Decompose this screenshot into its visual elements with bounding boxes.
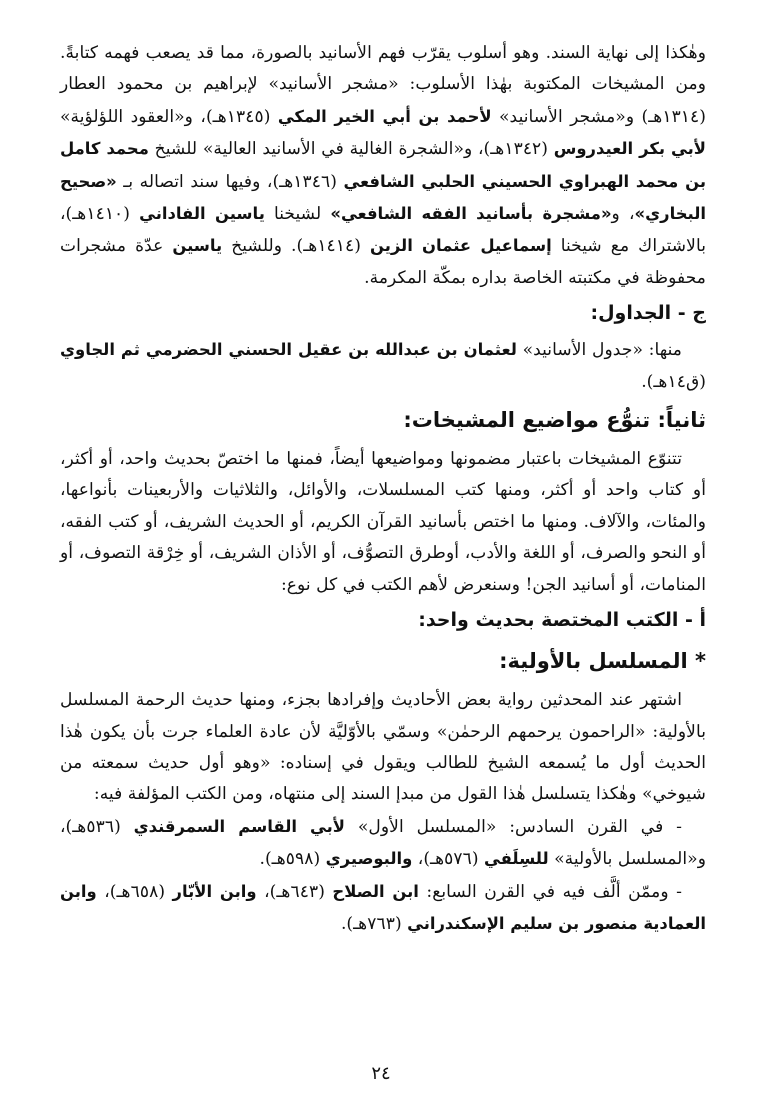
text-span: وهٰكذا إلى نهاية السند. وهو أسلوب يقرّب فهم الأسانيد بالصورة، مما قد يصعب فهمه كتابةً. ومن المشيخات المكتوبة بهٰذا الأسلوب: «مشجر الأسانيد» لإبراهيم بن محمود العطار (١٣١٤هـ) و«مشجر الأسانيد» (60, 43, 706, 127)
bold-name: لأحمد بن أبي الخير المكي (277, 106, 492, 126)
bold-name: وابن الأبّار (172, 881, 257, 901)
text-span: (١٤١٤هـ). وللشيخ (222, 236, 370, 257)
paragraph-topics: تتنوّع المشيخات باعتبار مضمونها ومواضيعها أيضاً، فمنها ما اختصّ بحديث واحد، أو أكثر، أو كتاب واحد أو أكثر، ومنها كتب المسلسلات، والأوائل، والثلاثيات والأربعينات بأنواعها، والمئات، والآلاف. ومنها ما اختص بأسانيد القرآن الكريم، أو الحديث الشريف، أو كتب الفقه، أو النحو والصرف، أو اللغة والأدب، أوطرق التصوُّف، أو الأذان الشريف، أو خِرْقة التصوف، أو المنامات، أو أسانيد الجن! وسنعرض لأهم الكتب في كل نوع: (60, 449, 706, 595)
bold-name: «صحيح البخاري» (60, 171, 707, 224)
text-span: (٧٦٣هـ). (340, 913, 408, 934)
page-body (60, 38, 706, 940)
bold-name: لعثمان بن عبدالله بن عقيل الحسني الحضرمي ثم الجاوي (60, 340, 517, 360)
text-span: (١٣٤٥هـ)، و«العقود اللؤلؤية» (60, 106, 278, 127)
bold-name: إسماعيل عثمان الزين (369, 236, 552, 256)
text-span: (١٣٤٢هـ)، و«الشجرة الغالية في الأسانيد العالية» للشيخ (148, 139, 554, 160)
text-span: عدّة مشجرات محفوظة في مكتبته الخاصة بداره بمكّة المكرمة. (60, 236, 706, 288)
text-span: لشيخنا (264, 204, 331, 225)
text-span: (١٣٤٦هـ)، وفيها سند اتصاله بـ (116, 171, 344, 192)
text-span: ، و (611, 204, 635, 225)
heading-musalsal: * المسلسل بالأولية: (499, 649, 706, 674)
text-span: منها: «جدول الأسانيد» (516, 340, 683, 361)
list-item-sixth-century (60, 811, 706, 876)
text-span: (٥٧٦هـ)، (412, 849, 485, 870)
heading-topics: ثانياً: تنوُّع مواضيع المشيخات: (403, 408, 706, 433)
bold-name: ابن الصلاح (332, 881, 419, 901)
bold-name: وابن العمادية منصور بن سليم الإسكندراني (60, 881, 706, 933)
page-number: ٢٤ (371, 1063, 391, 1084)
bold-name: محمد كامل بن محمد الهبراوي الحسيني الحلبي الشافعي (60, 139, 706, 191)
text-span: (٥٣٦هـ)، و«المسلسل بالأولية» (60, 816, 706, 870)
bold-name: والبوصيري (325, 849, 413, 869)
text-span: - وممّن ألَّف فيه في القرن السابع: (418, 881, 682, 902)
paragraph-tables (60, 334, 706, 398)
text-span: (٥٩٨هـ). (259, 849, 326, 870)
text-span: (١٤١٠هـ)، بالاشتراك مع شيخنا (60, 204, 706, 257)
bold-name: للسِلَفي (484, 849, 549, 869)
paragraph-musalsal: اشتهر عند المحدثين رواية بعض الأحاديث وإفرادها بجزء، ومنها حديث الرحمة المسلسل بالأولية: «الراحمون يرحمهم الرحمٰن» وسمّي بالأوّليَّة لأن عادة العلماء جرت بأن يكون هٰذا الحديث أول ما يُسمعه الشيخ للطالب ويقول في إسناده: «وهو أول حديث سمعته من شيوخي» وهٰكذا يتسلسل هٰذا القول من مبدإ السند إلى منتهاه، ومن الكتب المؤلفة فيه: (60, 690, 706, 805)
paragraph-tree-method (60, 38, 706, 294)
bold-name: ياسين الفاداني (139, 204, 265, 224)
bold-name: لأبي القاسم السمرقندي (133, 816, 345, 836)
text-span: (ق١٤هـ). (641, 371, 706, 392)
bold-name: لأبي بكر العيدروس (553, 139, 706, 159)
text-span: - في القرن السادس: «المسلسل الأول» (345, 816, 682, 837)
heading-tables: ج - الجداول: (590, 302, 706, 325)
text-span: (٦٤٣هـ)، (256, 881, 333, 902)
list-item-seventh-century (60, 876, 706, 941)
text-span: (٦٥٨هـ)، (96, 881, 173, 902)
heading-single-hadith: أ - الكتب المختصة بحديث واحد: (418, 609, 706, 632)
bold-name: «مشجرة بأسانيد الفقه الشافعي» (330, 204, 612, 224)
bold-name: ياسين (172, 236, 223, 256)
